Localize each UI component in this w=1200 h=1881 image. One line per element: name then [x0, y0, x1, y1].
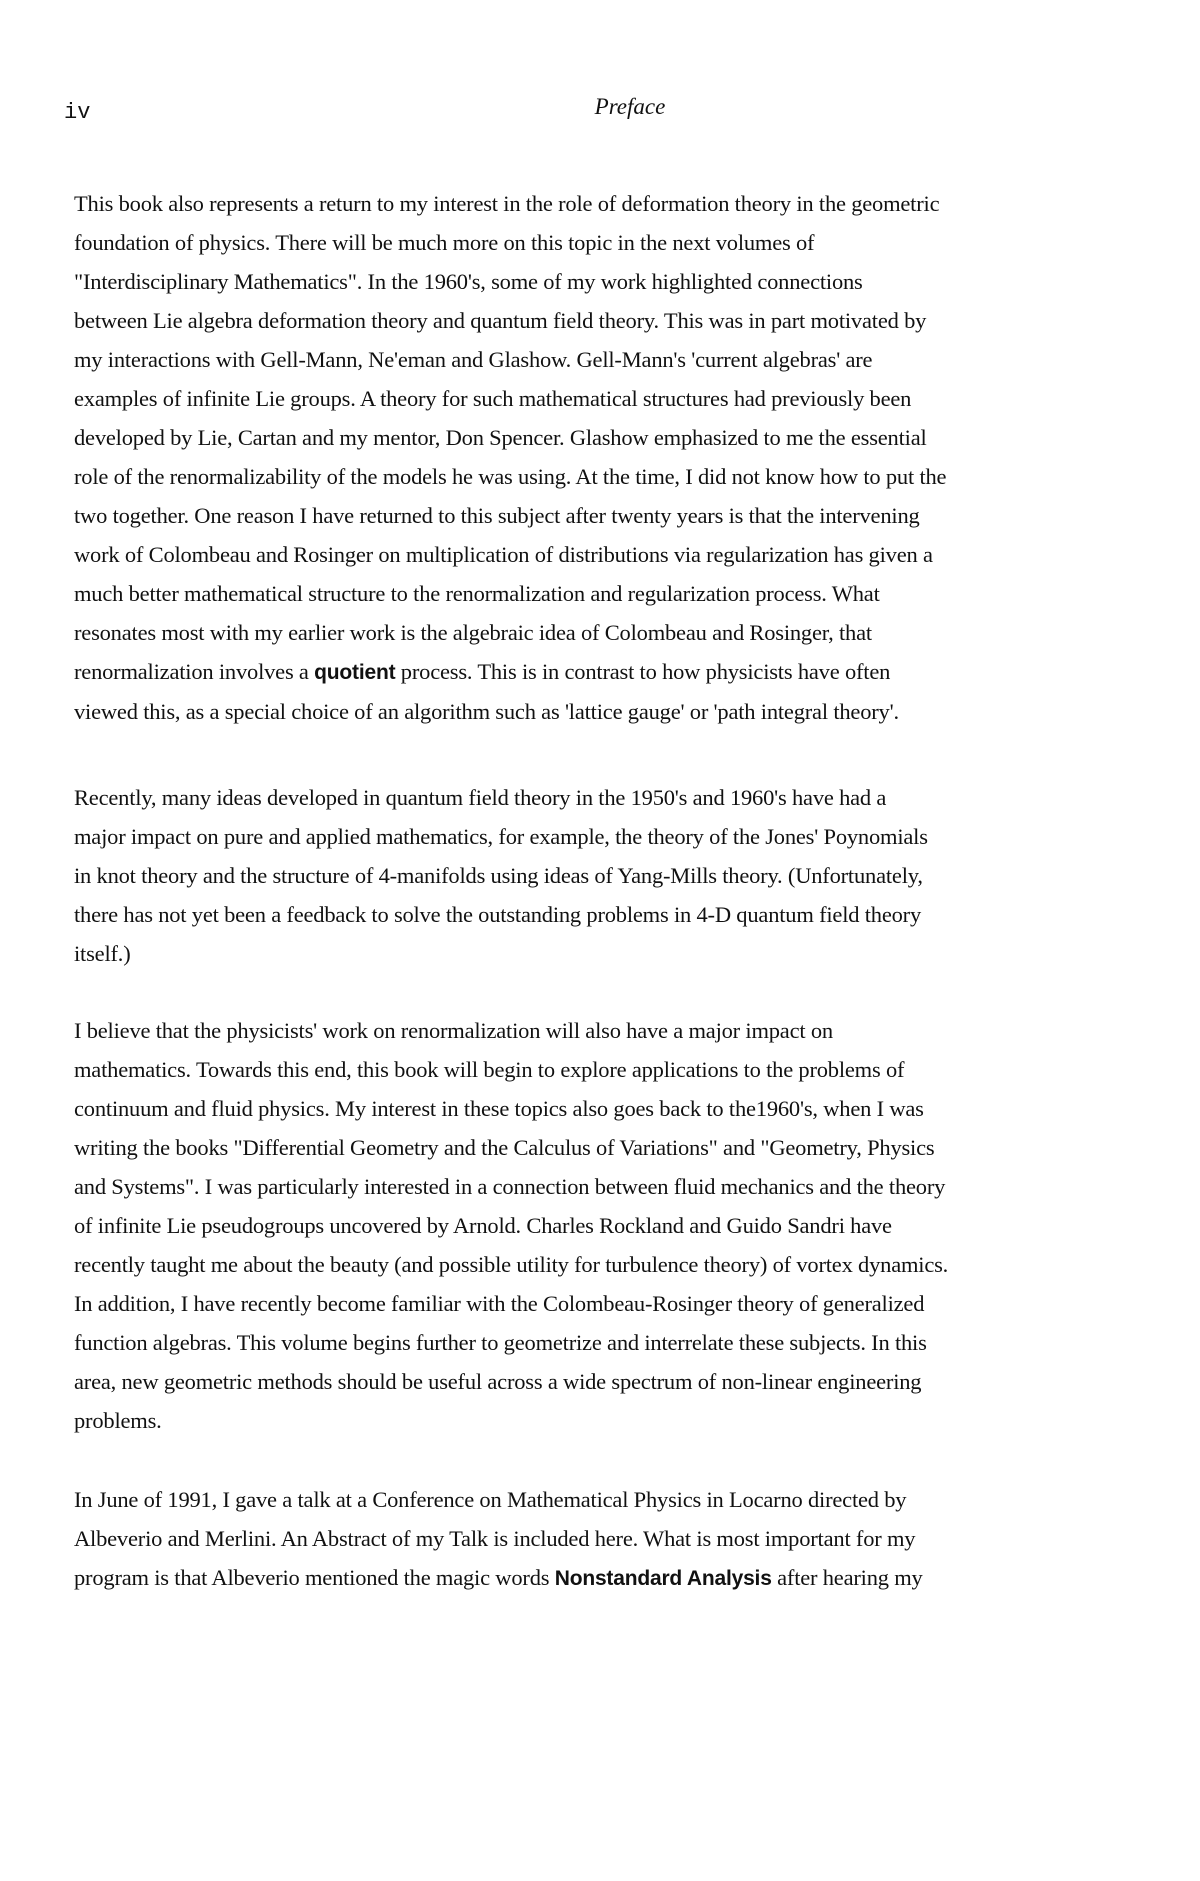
- text-line: recently taught me about the beauty (and possible utility for turbulence theory) of vortex dynamics.: [74, 1252, 949, 1277]
- text-line: [74, 652, 1164, 692]
- text-line: in knot theory and the structure of 4-manifolds using ideas of Yang-Mills theory. (Unfortunately,: [74, 863, 923, 888]
- paragraph: [74, 184, 1164, 731]
- bold-term: Nonstandard Analysis: [554, 1567, 772, 1590]
- text-line: and Systems". I was particularly interested in a connection between fluid mechanics and the theory: [74, 1174, 946, 1199]
- text-line: Recently, many ideas developed in quantum field theory in the 1950's and 1960's have had a: [74, 785, 887, 810]
- text-line: This book also represents a return to my interest in the role of deformation theory in the geometric: [74, 191, 940, 216]
- text-line: foundation of physics. There will be much more on this topic in the next volumes of: [74, 230, 815, 255]
- text-segment: after hearing my: [771, 1565, 923, 1590]
- text-line: two together. One reason I have returned to this subject after twenty years is that the intervening: [74, 503, 920, 528]
- paragraph: [74, 1011, 1164, 1440]
- text-segment: renormalization involves a: [74, 659, 315, 684]
- text-line: In addition, I have recently become familiar with the Colombeau-Rosinger theory of generalized: [74, 1291, 925, 1316]
- text-line: major impact on pure and applied mathematics, for example, the theory of the Jones' Poynomials: [74, 824, 928, 849]
- text-line: of infinite Lie pseudogroups uncovered by Arnold. Charles Rockland and Guido Sandri have: [74, 1213, 892, 1238]
- text-line: itself.): [74, 941, 131, 966]
- text-line: my interactions with Gell-Mann, Ne'eman and Glashow. Gell-Mann's 'current algebras' are: [74, 347, 873, 372]
- text-line: writing the books "Differential Geometry and the Calculus of Variations" and "Geometry, Physics: [74, 1135, 935, 1160]
- text-line: viewed this, as a special choice of an algorithm such as 'lattice gauge' or 'path integral theory'.: [74, 699, 899, 724]
- text-line: continuum and fluid physics. My interest in these topics also goes back to the1960's, when I was: [74, 1096, 924, 1121]
- paragraph: [74, 778, 1164, 973]
- text-line: much better mathematical structure to the renormalization and regularization process. What: [74, 581, 880, 606]
- text-line: between Lie algebra deformation theory and quantum field theory. This was in part motivated by: [74, 308, 927, 333]
- text-line: [74, 1558, 1164, 1598]
- text-line: resonates most with my earlier work is the algebraic idea of Colombeau and Rosinger, that: [74, 620, 872, 645]
- paragraph: [74, 1480, 1164, 1598]
- text-line: "Interdisciplinary Mathematics". In the 1960's, some of my work highlighted connections: [74, 269, 863, 294]
- text-line: there has not yet been a feedback to solve the outstanding problems in 4-D quantum field theory: [74, 902, 922, 927]
- text-line: function algebras. This volume begins further to geometrize and interrelate these subjects. In this: [74, 1330, 927, 1355]
- bold-term: quotient: [314, 661, 396, 684]
- text-line: mathematics. Towards this end, this book will begin to explore applications to the problems of: [74, 1057, 905, 1082]
- text-line: I believe that the physicists' work on renormalization will also have a major impact on: [74, 1018, 833, 1043]
- text-line: In June of 1991, I gave a talk at a Conference on Mathematical Physics in Locarno directed by: [74, 1487, 907, 1512]
- text-segment: program is that Albeverio mentioned the magic words: [74, 1565, 555, 1590]
- text-line: work of Colombeau and Rosinger on multiplication of distributions via regularization has given a: [74, 542, 933, 567]
- text-line: examples of infinite Lie groups. A theory for such mathematical structures had previously been: [74, 386, 912, 411]
- text-segment: process. This is in contrast to how physicists have often: [395, 659, 891, 684]
- text-line: area, new geometric methods should be useful across a wide spectrum of non-linear engineering: [74, 1369, 922, 1394]
- text-line: role of the renormalizability of the models he was using. At the time, I did not know how to put the: [74, 464, 947, 489]
- text-line: developed by Lie, Cartan and my mentor, Don Spencer. Glashow emphasized to me the essential: [74, 425, 927, 450]
- text-line: problems.: [74, 1408, 162, 1433]
- text-line: Albeverio and Merlini. An Abstract of my Talk is included here. What is most important for my: [74, 1526, 916, 1551]
- page-number: iv: [64, 100, 91, 125]
- running-header: Preface: [594, 94, 666, 119]
